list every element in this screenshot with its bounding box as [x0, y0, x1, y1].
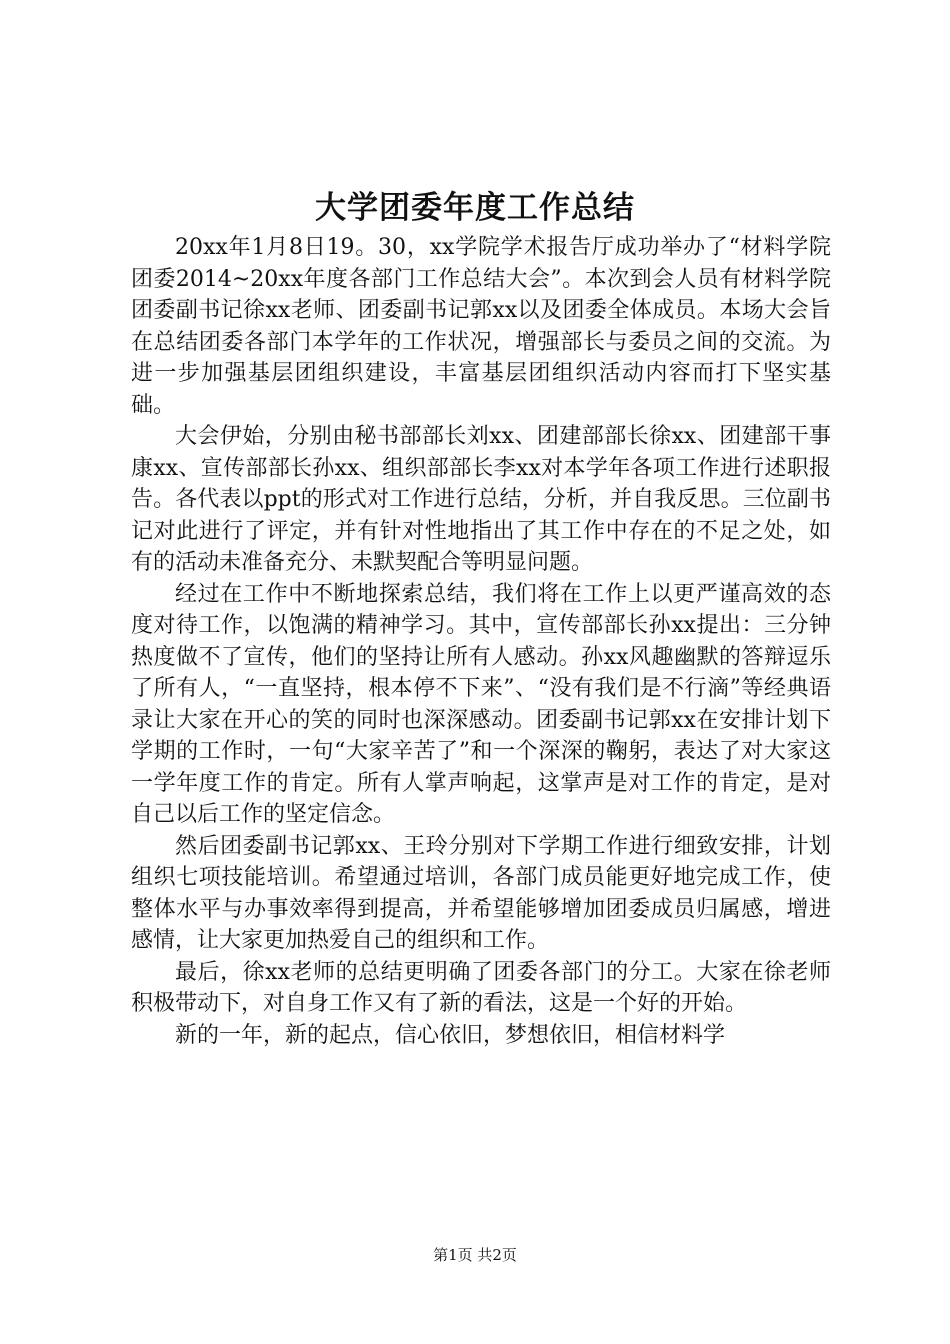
paragraph: 新的一年，新的起点，信心依旧，梦想依旧，相信材料学 [175, 1022, 726, 1048]
paragraph: 最后，徐xx老师的总结更明确了团委各部门的分工。大家在徐老师积极带动下，对自身工作又有了新的看法，这是一个好的开始。 [131, 959, 831, 1016]
paragraph: 大会伊始，分别由秘书部部长刘xx、团建部部长徐xx、团建部干事康xx、宣传部部长孙xx、组织部部长李xx对本学年各项工作进行述职报告。各代表以ppt的形式对工作进行总结，分析，并自我反思。三位副书记对此进行了评定，并有针对性地指出了其工作中存在的不足之处，如有的活动未准备充分、未默契配合等明显问题。 [131, 424, 831, 575]
paragraph: 20xx年1月8日19。30，xx学院学术报告厅成功举办了“材料学院团委2014~20xx年度各部门工作总结大会”。本次到会人员有材料学院团委副书记徐xx老师、团委副书记郭xx以及团委全体成员。本场大会旨在总结团委各部门本学年的工作状况，增强部长与委员之间的交流。为进一步加强基层团组织建设，丰富基层团组织活动内容而打下坚实基础。 [131, 235, 831, 418]
paragraph: 经过在工作中不断地探索总结，我们将在工作上以更严谨高效的态度对待工作，以饱满的精神学习。其中，宣传部部长孙xx提出：三分钟热度做不了宣传，他们的坚持让所有人感动。孙xx风趣幽默的答辩逗乐了所有人，“一直坚持，根本停不下来”、“没有我们是不行滴”等经典语录让大家在开心的笑的同时也深深感动。团委副书记郭xx在安排计划下学期的工作时，一句“大家辛苦了”和一个深深的鞠躬，表达了对大家这一学年度工作的肯定。所有人掌声响起，这掌声是对工作的肯定，是对自己以后工作的坚定信念。 [131, 581, 831, 827]
document-body [131, 232, 831, 1051]
page-title: 大学团委年度工作总结 [315, 190, 635, 226]
page-footer: 第1页 共2页 [433, 1246, 517, 1264]
paragraph: 然后团委副书记郭xx、王玲分别对下学期工作进行细致安排，计划组织七项技能培训。希望通过培训，各部门成员能更好地完成工作，使整体水平与办事效率得到提高，并希望能够增加团委成员归属感，增进感情，让大家更加热爱自己的组织和工作。 [131, 833, 831, 953]
